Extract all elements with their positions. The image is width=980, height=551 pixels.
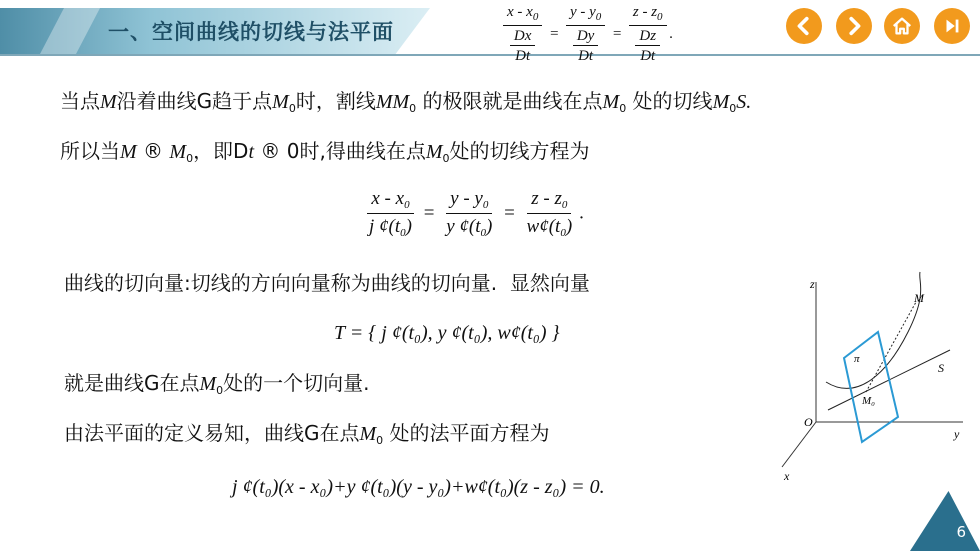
- x-label: x: [784, 469, 790, 483]
- prev-button[interactable]: [786, 8, 822, 44]
- chevron-left-icon: [793, 15, 815, 37]
- end-button[interactable]: [934, 8, 970, 44]
- tangent-vector-formula: T = { j ¢(t₀), y ¢(t₀), w¢(t₀) }: [334, 322, 560, 344]
- tangent-line-equation: $\frac{x - x_0}{j ¢(t_0)}$ = $\frac{y - y_0}{y ¢(t_0)}$ = $\frac{z - z_0}{w¢(t_0)}$ .: [369, 188, 584, 239]
- next-button[interactable]: [836, 8, 872, 44]
- m0-label: M₀: [862, 395, 875, 407]
- page-number-triangle: [910, 491, 980, 551]
- text-line-3: 曲线的切向量:切线的方向向量称为曲线的切向量. 显然向量: [64, 271, 590, 295]
- s-label: S: [938, 361, 944, 375]
- text-line-4: 就是曲线G在点$M_0$处的一个切向量.: [64, 371, 370, 397]
- chevron-right-icon: [843, 15, 865, 37]
- skip-end-icon: [941, 15, 963, 37]
- home-button[interactable]: [884, 8, 920, 44]
- text-line-5: 由法平面的定义易知，曲线G在点$M_0$ 处的法平面方程为: [64, 421, 550, 447]
- z-label: z: [810, 277, 815, 291]
- header: [0, 0, 980, 62]
- top-formula: x - $x_0$ Dx Dt = y - $y_0$ Dy Dt = z - $z_0$ Dz Dt .: [500, 4, 673, 65]
- page-title: 一、空间曲线的切线与法平面: [108, 20, 394, 44]
- origin-label: O: [804, 415, 813, 429]
- m-label: M: [914, 291, 924, 305]
- tangent-plane-figure: [768, 262, 980, 492]
- page-number: 6: [956, 523, 966, 541]
- text-line-2: 所以当M ® $M_0$，即Dt ® 0时,得曲线在点$M_0$处的切线方程为: [60, 139, 590, 165]
- text-line-1: 当点M沿着曲线G趋于点$M_0$时，割线$MM_0$ 的极限就是曲线在点$M_0$ 处的切线$M_0S$.: [60, 89, 752, 115]
- home-icon: [891, 15, 913, 37]
- y-label: y: [954, 427, 960, 441]
- normal-plane-equation: j ¢(t₀)(x - x₀)+y ¢(t₀)(y - y₀)+w¢(t₀)(z - z₀) = 0.: [232, 476, 605, 498]
- pi-label: π: [854, 353, 860, 365]
- page-number-badge: [910, 491, 980, 551]
